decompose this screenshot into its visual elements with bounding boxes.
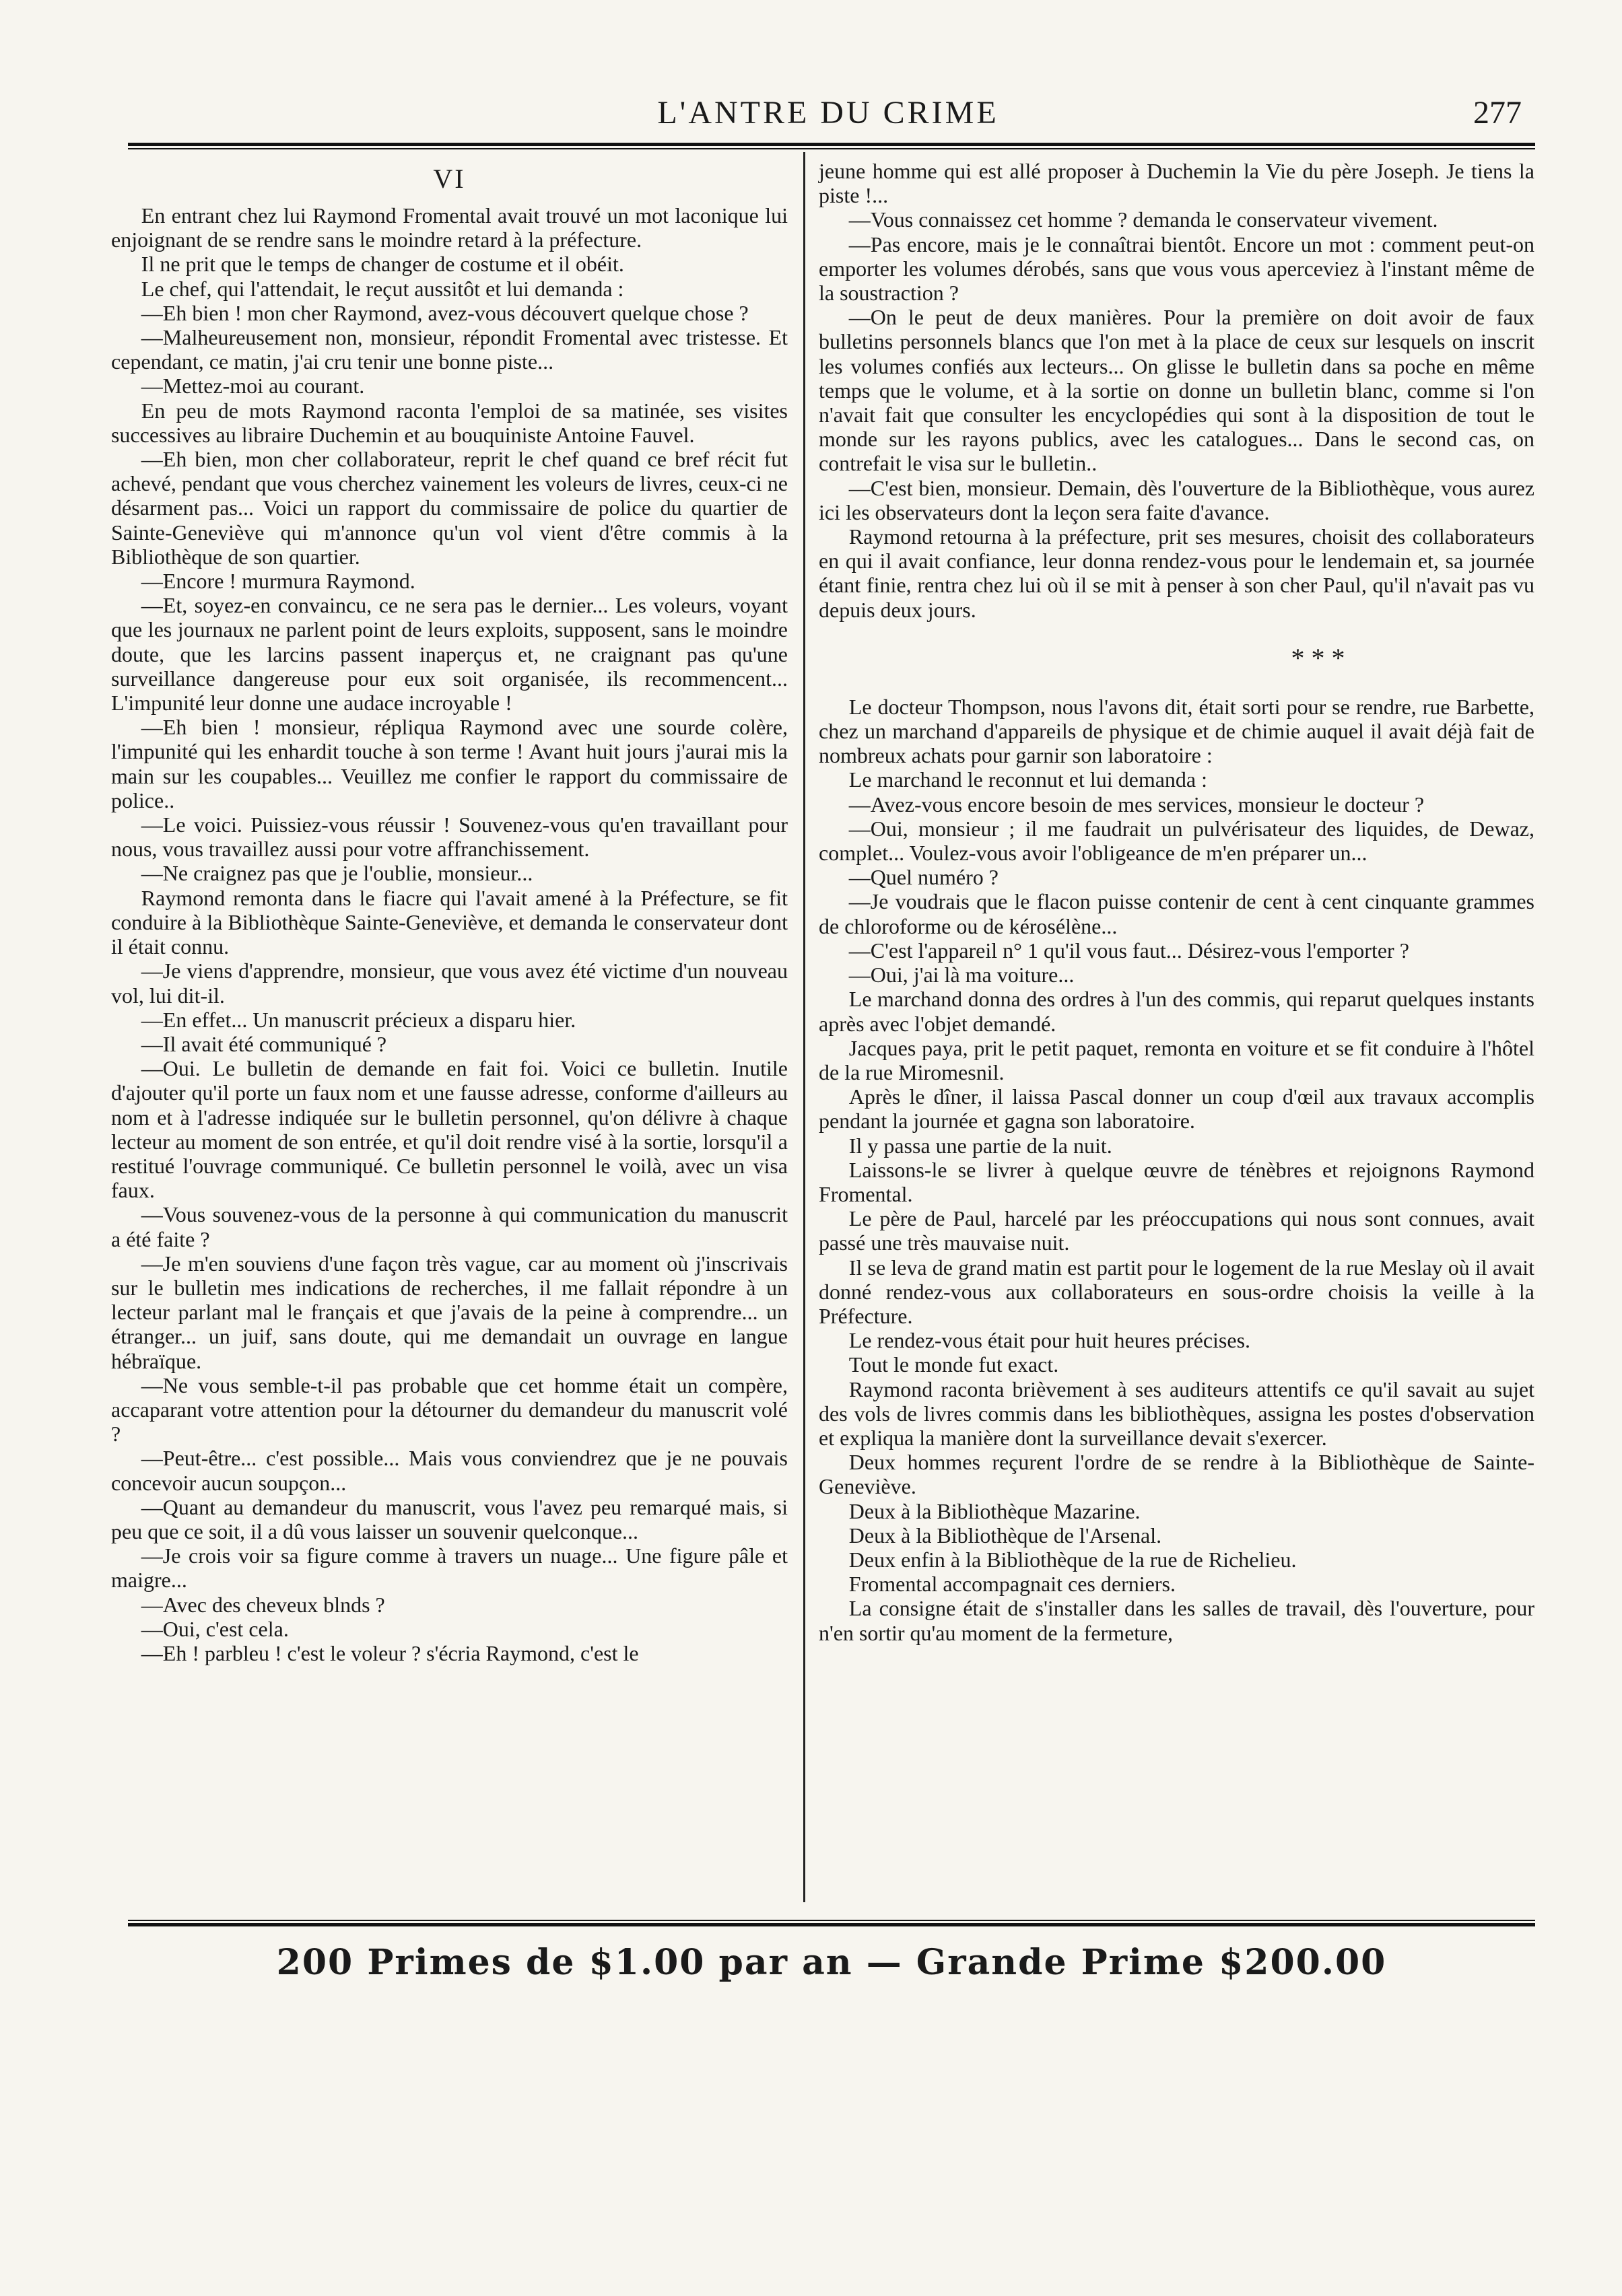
paragraph: —Oui, c'est cela.: [141, 1616, 289, 1641]
paragraph: —Mettez-moi au courant.: [141, 374, 365, 398]
paragraph: Raymond raconta brièvement à ses auditeurs attentifs ce qu'il savait au sujet des vols de livres commis dans les bibliothèques, assigna les postes d'observation et expliqua la manière dont la surveillance devait s'exercer.: [819, 1377, 1534, 1450]
paragraph: —Quant au demandeur du manuscrit, vous l'avez peu remarqué mais, si peu que ce soit, il a dû vous laisser un souvenir quelconque...: [111, 1494, 788, 1543]
paragraph: Après le dîner, il laissa Pascal donner un coup d'œil aux travaux accomplis pendant la journée et gagna son laboratoire.: [819, 1084, 1534, 1134]
paragraph: Deux à la Bibliothèque de l'Arsenal.: [848, 1523, 1162, 1547]
paragraph: —C'est bien, monsieur. Demain, dès l'ouverture de la Bibliothèque, vous aurez ici les observateurs dont la leçon sera faite d'avance.: [819, 475, 1534, 524]
paragraph: Raymond retourna à la préfecture, prit ses mesures, choisit des collaborateurs en qui il avait confiance, leur donna rendez-vous pour le lendemain et, sa journée étant finie, rentra chez lui où il se mit à penser à son cher Paul, qu'il n'avait pas vu depuis deux jours.: [819, 524, 1534, 622]
paragraph: En peu de mots Raymond raconta l'emploi de sa matinée, ses visites successives au libraire Duchemin et au bouquiniste Antoine Fauvel.: [111, 398, 788, 447]
paragraph: —Avez-vous encore besoin de mes services, monsieur le docteur ?: [848, 792, 1425, 816]
section-heading: VI: [433, 164, 466, 194]
page-header: [128, 88, 1528, 141]
paragraph: —Ne vous semble-t-il pas probable que cet homme était un compère, accaparant votre attention pour la détourner du demandeur du manuscrit volé ?: [111, 1372, 788, 1447]
paragraph: Il y passa une partie de la nuit.: [848, 1133, 1112, 1158]
paragraph: Deux enfin à la Bibliothèque de la rue de Richelieu.: [848, 1547, 1297, 1572]
paragraph: —Le voici. Puissiez-vous réussir ! Souvenez-vous qu'en travaillant pour nous, vous travaillez aussi pour votre affranchissement.: [111, 812, 788, 862]
paragraph: Le marchand le reconnut et lui demanda :: [848, 767, 1208, 792]
right-paragraphs-top: [819, 159, 1534, 622]
paragraph: La consigne était de s'installer dans les salles de travail, dès l'ouverture, pour n'en sortir qu'au moment de la fermeture,: [819, 1596, 1534, 1645]
paragraph: Le marchand donna des ordres à l'un des commis, qui reparut quelques instants après avec l'objet demandé.: [819, 987, 1534, 1036]
paragraph: Jacques paya, prit le petit paquet, remonta en voiture et se fit conduire à l'hôtel de la rue Miromesnil.: [819, 1035, 1534, 1084]
paragraph: —En effet... Un manuscrit précieux a disparu hier.: [141, 1007, 576, 1032]
paragraph: Le docteur Thompson, nous l'avons dit, était sorti pour se rendre, rue Barbette, chez un marchand d'appareils de physique et de chimie auquel il avait déjà fait de nombreux achats pour garnir son laboratoire :: [819, 694, 1534, 768]
paragraph: —Eh bien, mon cher collaborateur, reprit le chef quand ce bref récit fut achevé, pendant que vous cherchez vainement les voleurs de livres, ceux-ci ne désarment pas... Voici un rapport du commissaire de police du quartier de Sainte-Geneviève qui m'annonce qu'un vol vient d'être commis à la Bibliothèque de son quartier.: [111, 447, 788, 569]
paragraph: —Je viens d'apprendre, monsieur, que vous avez été victime d'un nouveau vol, lui dit-il.: [111, 959, 788, 1008]
paragraph: En entrant chez lui Raymond Fromental avait trouvé un mot laconique lui enjoignant de se rendre sans le moindre retard à la préfecture.: [111, 203, 788, 252]
paragraph: —Oui. Le bulletin de demande en fait foi. Voici ce bulletin. Inutile d'ajouter qu'il porte un faux nom et une fausse adresse, conforme d'ailleurs au nom et à l'adresse indiquée sur le bulletin personnel, qu'on délivre à chaque lecteur au moment de son entrée, et qu'il doit rendre visé à la sortie, lorsqu'il a restitué l'ouvrage communiqué. Ce bulletin personnel le voilà, avec un visa faux.: [111, 1056, 788, 1203]
paragraph: —Il avait été communiqué ?: [141, 1031, 387, 1056]
paragraph: Deux hommes reçurent l'ordre de se rendre à la Bibliothèque de Sainte-Geneviève.: [819, 1450, 1534, 1499]
paragraph: Il ne prit que le temps de changer de costume et il obéit.: [141, 252, 624, 277]
paragraph: Deux à la Bibliothèque Mazarine.: [848, 1498, 1141, 1523]
footer-banner: 200 Primes de $1.00 par an — Grande Prime $200.00: [276, 1942, 1387, 1983]
paragraph: —Encore ! murmura Raymond.: [141, 569, 415, 594]
paragraph: —Malheureusement non, monsieur, répondit Fromental avec tristesse. Et cependant, ce matin, j'ai cru tenir une bonne piste...: [111, 325, 788, 374]
right-paragraphs-bottom: [819, 695, 1534, 1645]
paragraph: Raymond remonta dans le fiacre qui l'avait amené à la Préfecture, se fit conduire à la Bibliothèque Sainte-Geneviève, et demanda le conservateur dont il était connu.: [111, 885, 788, 959]
paragraph: —Oui, j'ai là ma voiture...: [848, 963, 1075, 987]
header-rule: [128, 143, 1535, 149]
paragraph: —Ne craignez pas que je l'oublie, monsieur...: [141, 861, 533, 886]
paragraph: Le rendez-vous était pour huit heures précises.: [848, 1328, 1251, 1353]
page-number: 277: [1473, 95, 1522, 131]
left-paragraphs: [111, 203, 788, 1665]
paragraph: —Eh bien ! mon cher Raymond, avez-vous découvert quelque chose ?: [141, 300, 749, 325]
paragraph: Tout le monde fut exact.: [848, 1352, 1059, 1377]
paragraph: Il se leva de grand matin est partit pour le logement de la rue Meslay où il avait donné rendez-vous aux collaborateurs en sous-ordre choisis la veille à la Préfecture.: [819, 1255, 1534, 1328]
paragraph: —Eh bien ! monsieur, répliqua Raymond avec une sourde colère, l'impunité qui les enhardit touche à son terme ! Avant huit jours j'aurai mis la main sur les coupables... Veuillez me confier le rapport du commissaire de police..: [111, 715, 788, 812]
paragraph: —C'est l'appareil n° 1 qu'il vous faut... Désirez-vous l'emporter ?: [848, 938, 1409, 963]
paragraph: —Quel numéro ?: [848, 865, 999, 890]
paragraph: —Peut-être... c'est possible... Mais vous conviendrez que je ne pouvais concevoir aucun soupçon...: [111, 1446, 788, 1495]
paragraph: —Eh ! parbleu ! c'est le voleur ? s'écria Raymond, c'est le: [141, 1640, 639, 1665]
column-divider: [803, 152, 805, 1902]
paragraph: —Et, soyez-en convaincu, ce ne sera pas le dernier... Les voleurs, voyant que les journaux ne parlent point de leurs exploits, supposent, sans le moindre doute, que les larcins passent inaperçus et, ne craignant pas qu'une surveillance dangereuse pour eux soit organisée, ils recommencent... L'impunité leur donne une audace incroyable !: [111, 593, 788, 716]
paragraph: —Pas encore, mais je le connaîtrai bientôt. Encore un mot : comment peut-on emporter les volumes dérobés, sans que vous vous aperceviez à l'instant même de la soustraction ?: [819, 232, 1534, 306]
right-column: [819, 159, 1534, 1645]
paragraph: —Vous connaissez cet homme ? demanda le conservateur vivement.: [848, 207, 1438, 232]
paragraph: —Je voudrais que le flacon puisse contenir de cent à cent cinquante grammes de chloroforme ou de kérosélène...: [819, 889, 1534, 938]
paragraph: —Avec des cheveux blnds ?: [141, 1592, 385, 1617]
paragraph: Laissons-le se livrer à quelque œuvre de ténèbres et rejoignons Raymond Fromental.: [819, 1157, 1534, 1206]
paragraph: —Vous souvenez-vous de la personne à qui communication du manuscrit a été faite ?: [111, 1202, 788, 1251]
paragraph: jeune homme qui est allé proposer à Duchemin la Vie du père Joseph. Je tiens la piste !...: [819, 159, 1534, 208]
paragraph: —Je crois voir sa figure comme à travers un nuage... Une figure pâle et maigre...: [111, 1543, 788, 1593]
footer-rule: [128, 1920, 1535, 1926]
paragraph: —On le peut de deux manières. Pour la première on doit avoir de faux bulletins personnels blancs que l'on met à la place de ceux sur lesquels on inscrit les volumes confiés aux lecteurs... On glisse le bulletin dans sa poche en même temps que le volume, et à la sortie on donne un bulletin blanc, comme si l'on n'avait fait que consulter les encyclopédies qui sont à la disposition de tout le monde sur les rayons publics, avec les catalogues... Dans le second cas, on contrefait le visa sur le bulletin..: [819, 305, 1534, 476]
running-title: L'ANTRE DU CRIME: [657, 95, 999, 131]
left-column: [111, 159, 788, 1665]
paragraph: Fromental accompagnait ces derniers.: [848, 1572, 1176, 1597]
paragraph: —Je m'en souviens d'une façon très vague, car au moment où j'inscrivais sur le bulletin mes indications de recherches, il me fallait répondre à un lecteur parlant mal le français et que j'avais de la peine à comprendre... un étranger... un juif, sans doute, qui me demandait un ouvrage en langue hébraïque.: [111, 1251, 788, 1373]
paragraph: Le père de Paul, harcelé par les préoccupations qui nous sont connues, avait passé une très mauvaise nuit.: [819, 1206, 1534, 1255]
asterism: * * *: [1291, 642, 1345, 673]
paragraph: Le chef, qui l'attendait, le reçut aussitôt et lui demanda :: [141, 276, 624, 301]
paragraph: —Oui, monsieur ; il me faudrait un pulvérisateur des liquides, de Dewaz, complet... Voulez-vous avoir l'obligeance de m'en préparer un...: [819, 816, 1534, 866]
